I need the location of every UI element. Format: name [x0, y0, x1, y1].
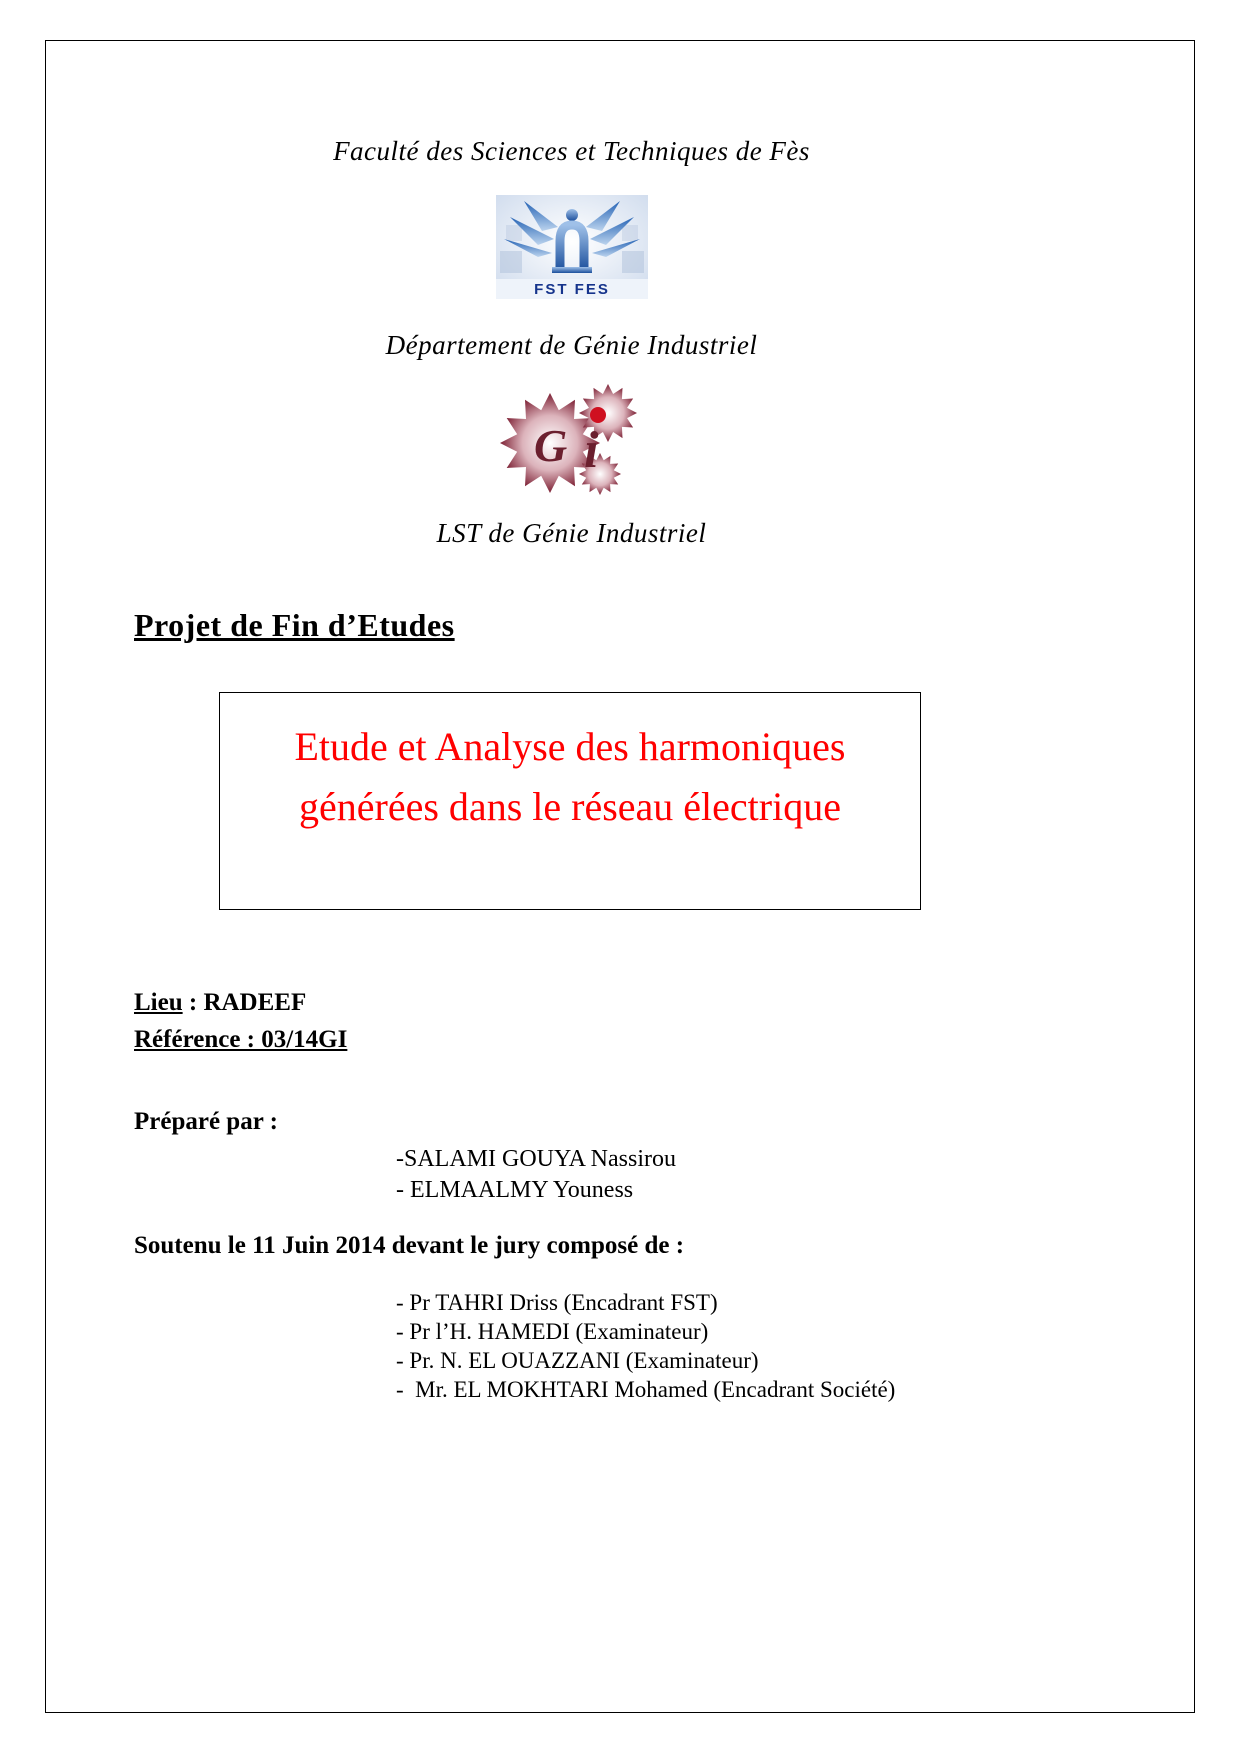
jury-line: - Pr TAHRI Driss (Encadrant FST): [396, 1290, 718, 1315]
gi-logo: [134, 379, 1009, 504]
fst-logo-image: [496, 195, 648, 299]
jury-line: - Pr. N. EL OUAZZANI (Examinateur): [396, 1348, 759, 1373]
title-line-2: générées dans le réseau électrique: [299, 784, 841, 829]
gi-logo-letter-i: i: [583, 422, 598, 479]
author-line: - ELMAALMY Youness: [396, 1177, 634, 1203]
authors-list: [396, 1144, 1009, 1206]
title-line-1: Etude et Analyse des harmoniques: [294, 724, 846, 769]
jury-list: [396, 1288, 1009, 1404]
institution-name: Faculté des Sciences et Techniques de Fès: [333, 136, 810, 166]
department-name: Département de Génie Industriel: [385, 330, 758, 360]
gi-logo-letter-g: G: [533, 420, 567, 471]
page-border-frame: [45, 40, 1195, 1713]
jury-line: - Pr l’H. HAMEDI (Examinateur): [396, 1319, 709, 1344]
document-type-heading: Projet de Fin d’Etudes: [134, 607, 455, 643]
jury-line: - Mr. EL MOKHTARI Mohamed (Encadrant Société): [396, 1377, 896, 1402]
reference-line: [134, 1021, 1009, 1058]
reference-text: Référence : 03/14GI: [134, 1026, 348, 1053]
page-content: [134, 41, 1009, 1404]
title-box: [219, 692, 921, 910]
gi-logo-i-dot: [590, 407, 606, 423]
fst-logo: [134, 195, 1009, 304]
prepared-by-label: Préparé par :: [134, 1108, 278, 1135]
lieu-line: [134, 984, 1009, 1021]
program-name: LST de Génie Industriel: [436, 518, 707, 548]
lieu-value: : RADEEF: [182, 989, 307, 1016]
jury-intro: Soutenu le 11 Juin 2014 devant le jury composé de :: [134, 1232, 685, 1259]
meta-block: [134, 984, 1009, 1058]
gi-logo-image: [492, 379, 652, 499]
author-line: -SALAMI GOUYA Nassirou: [396, 1146, 676, 1172]
lieu-label: Lieu: [134, 989, 183, 1016]
fst-logo-label: FST FES: [533, 281, 610, 298]
